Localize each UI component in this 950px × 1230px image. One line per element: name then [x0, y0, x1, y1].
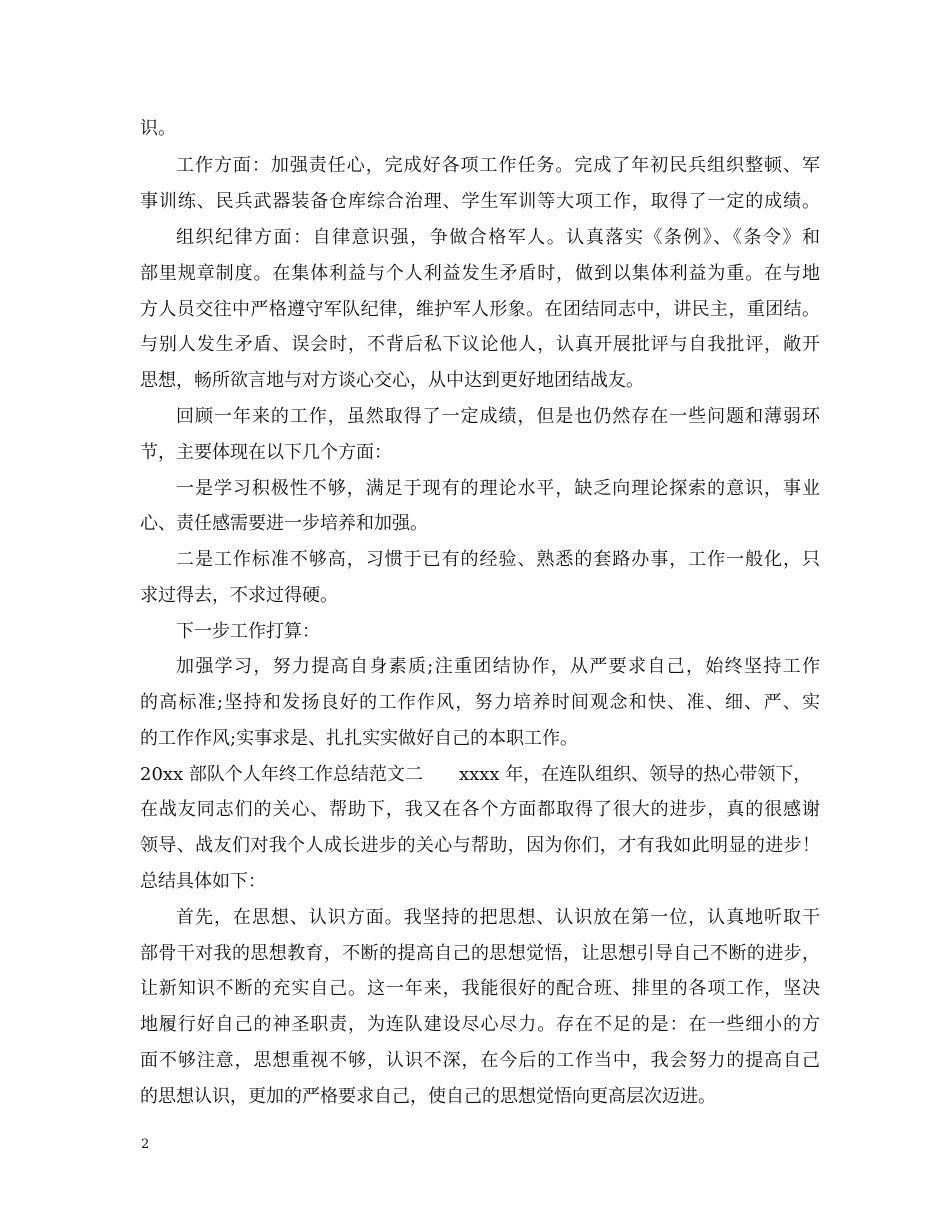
text-line: 部里规章制度。在集体利益与个人利益发生矛盾时，做到以集体利益为重。在与地 — [140, 263, 820, 284]
text-line: 让新知识不断的充实自己。这一年来，我能很好的配合班、排里的各项工作，坚决 — [140, 978, 820, 999]
page-number: 2 — [141, 1137, 150, 1152]
text-line: 加强学习，努力提高自身素质;注重团结协作，从严要求自己，始终坚持工作 — [176, 656, 820, 677]
text-line: 回顾一年来的工作，虽然取得了一定成绩，但是也仍然存在一些问题和薄弱环 — [176, 406, 820, 427]
text-line: 心、责任感需要进一步培养和加强。 — [140, 513, 428, 534]
section-heading-line — [140, 764, 820, 786]
text-line: 首先，在思想、认识方面。我坚持的把思想、认识放在第一位，认真地听取干 — [176, 907, 820, 928]
section-heading: 20xx 部队个人年终工作总结范文二 — [140, 764, 423, 785]
text-line: 事训练、民兵武器装备仓库综合治理、学生军训等大项工作，取得了一定的成绩。 — [140, 191, 820, 212]
text-line: 的高标准;坚持和发扬良好的工作作风，努力培养时间观念和快、准、细、严、实 — [140, 692, 820, 713]
text-line: 思想，畅所欲言地与对方谈心交心，从中达到更好地团结战友。 — [140, 370, 644, 391]
text-line: 组织纪律方面：自律意识强，争做合格军人。认真落实《条例》、《条令》和 — [176, 227, 820, 248]
text-line: 的工作作风;实事求是、扎扎实实做好自己的本职工作。 — [140, 728, 579, 749]
text-line: 的思想认识，更加的严格要求自己，使自己的思想觉悟向更高层次迈进。 — [140, 1086, 716, 1107]
text-line: 部骨干对我的思想教育，不断的提高自己的思想觉悟，让思想引导自己不断的进步， — [140, 943, 820, 964]
text-line: 二是工作标准不够高，习惯于已有的经验、熟悉的套路办事，工作一般化，只 — [176, 549, 820, 570]
text-line: 总结具体如下： — [140, 871, 266, 892]
text-line: 求过得去，不求过得硬。 — [140, 585, 338, 606]
text-line: 下一步工作打算： — [176, 621, 320, 642]
text-line: 在战友同志们的关心、帮助下，我又在各个方面都取得了很大的进步，真的很感谢 — [140, 799, 820, 820]
text-line: xxxx 年，在连队组织、领导的热心带领下， — [458, 764, 812, 785]
text-line: 节，主要体现在以下几个方面： — [140, 442, 392, 463]
text-line: 面不够注意，思想重视不够，认识不深，在今后的工作当中，我会努力的提高自己 — [140, 1050, 820, 1071]
text-line: 识。 — [140, 118, 176, 139]
text-line: 与别人发生矛盾、误会时，不背后私下议论他人，认真开展批评与自我批评，敞开 — [140, 334, 820, 355]
text-line: 一是学习积极性不够，满足于现有的理论水平，缺乏向理论探索的意识，事业 — [176, 478, 820, 499]
text-line: 工作方面：加强责任心，完成好各项工作任务。完成了年初民兵组织整顿、军 — [176, 155, 820, 176]
text-line: 地履行好自己的神圣职责，为连队建设尽心尽力。存在不足的是：在一些细小的方 — [140, 1014, 820, 1035]
text-line: 方人员交往中严格遵守军队纪律，维护军人形象。在团结同志中，讲民主，重团结。 — [140, 299, 820, 320]
text-line: 领导、战友们对我个人成长进步的关心与帮助，因为你们，才有我如此明显的进步！ — [140, 835, 820, 856]
